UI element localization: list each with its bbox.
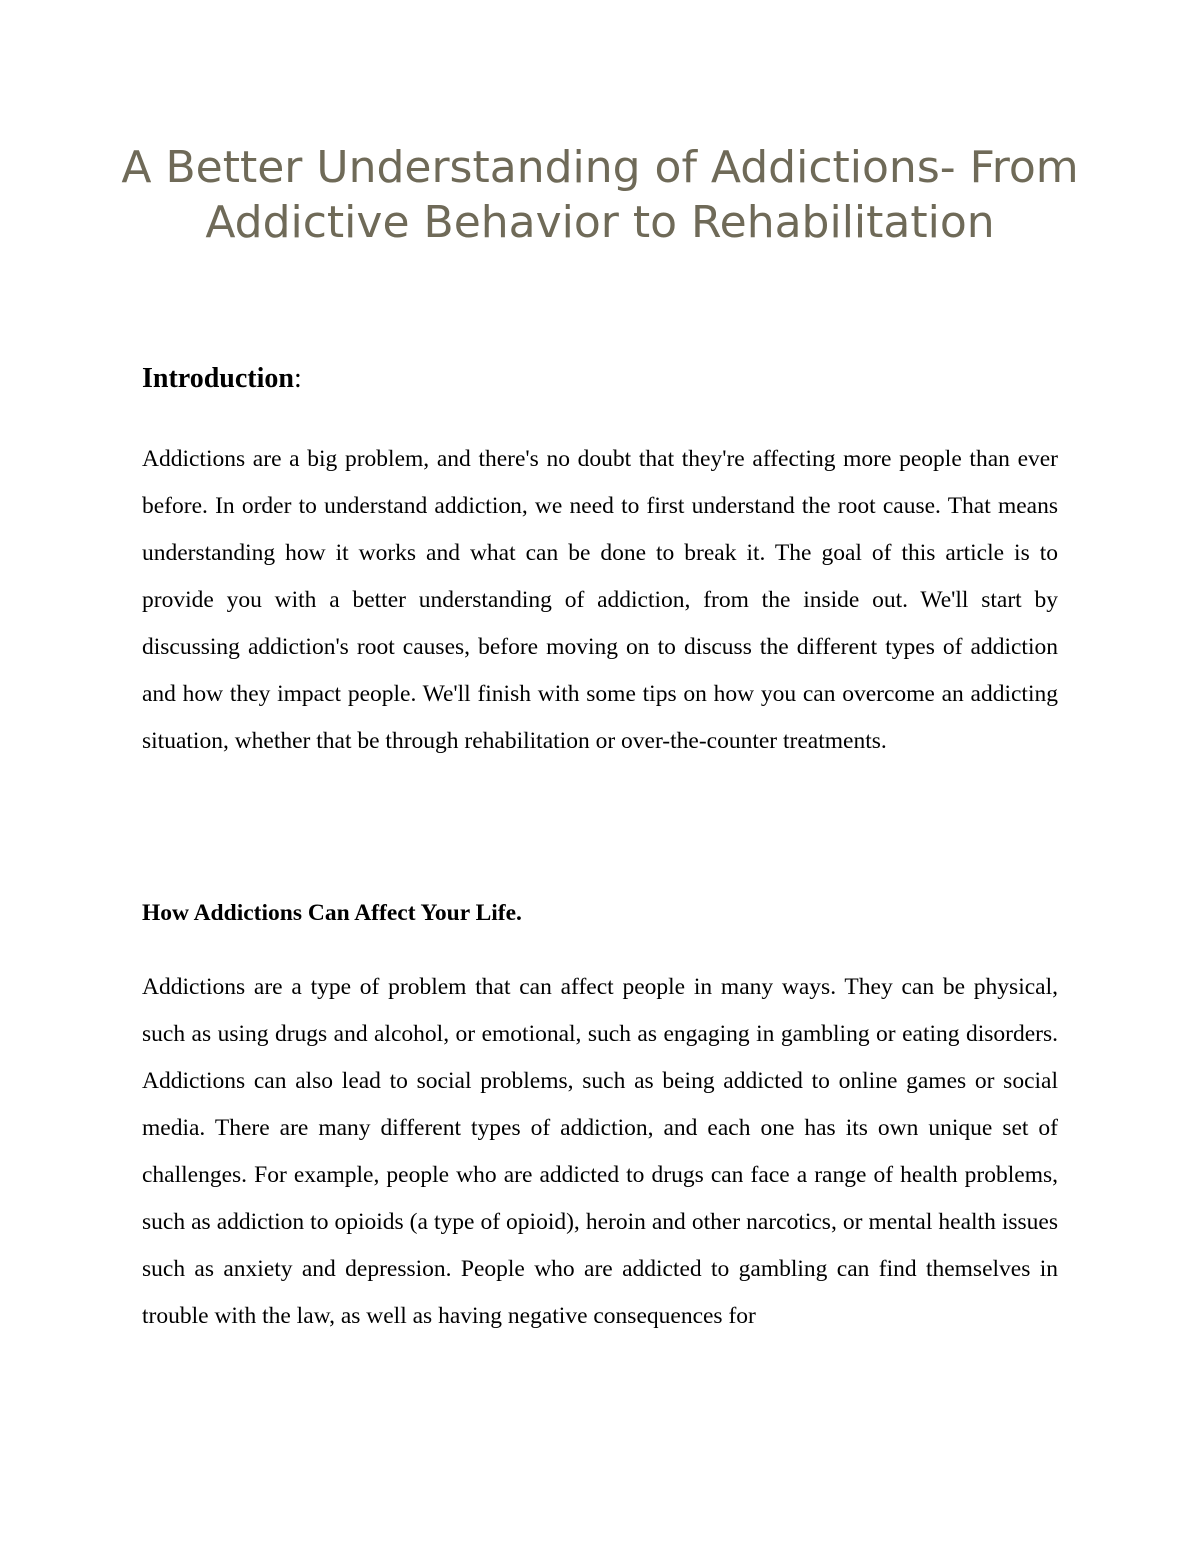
section-paragraph: Addictions are a type of problem that can affect people in many ways. They can be physical, such as using drugs and alcohol, or emotional, such as engaging in gambling or eating disorders. Addictions can also lead to social problems, such as being addicted to online games or social media. There are many different types of addiction, and each one has its own unique set of challenges. For example, people who are addicted to drugs can face a range of health problems, such as addiction to opioids (a type of opioid), heroin and other narcotics, or mental health issues such as anxiety and depression. People who are addicted to gambling can find themselves in trouble with the law, as well as having negative consequences for	[142, 974, 1058, 1329]
introduction-paragraph: Addictions are a big problem, and there's no doubt that they're affecting more people than ever before. In order to understand addiction, we need to first understand the root cause. That means understanding how it works and what can be done to break it. The goal of this article is to provide you with a better understanding of addiction, from the inside out. We'll start by discussing addiction's root causes, before moving on to discuss the different types of addiction and how they impact people. We'll finish with some tips on how you can overcome an addicting situation, whether that be through rehabilitation or over-the-counter treatments.	[142, 446, 1058, 754]
section-heading: How Addictions Can Affect Your Life.	[142, 900, 522, 926]
introduction-heading	[142, 362, 1058, 396]
document-title: A Better Understanding of Addictions- From Addictive Behavior to Rehabilitation	[121, 142, 1079, 248]
introduction-heading-text: Introduction	[142, 363, 294, 394]
introduction-heading-colon: :	[293, 363, 302, 394]
